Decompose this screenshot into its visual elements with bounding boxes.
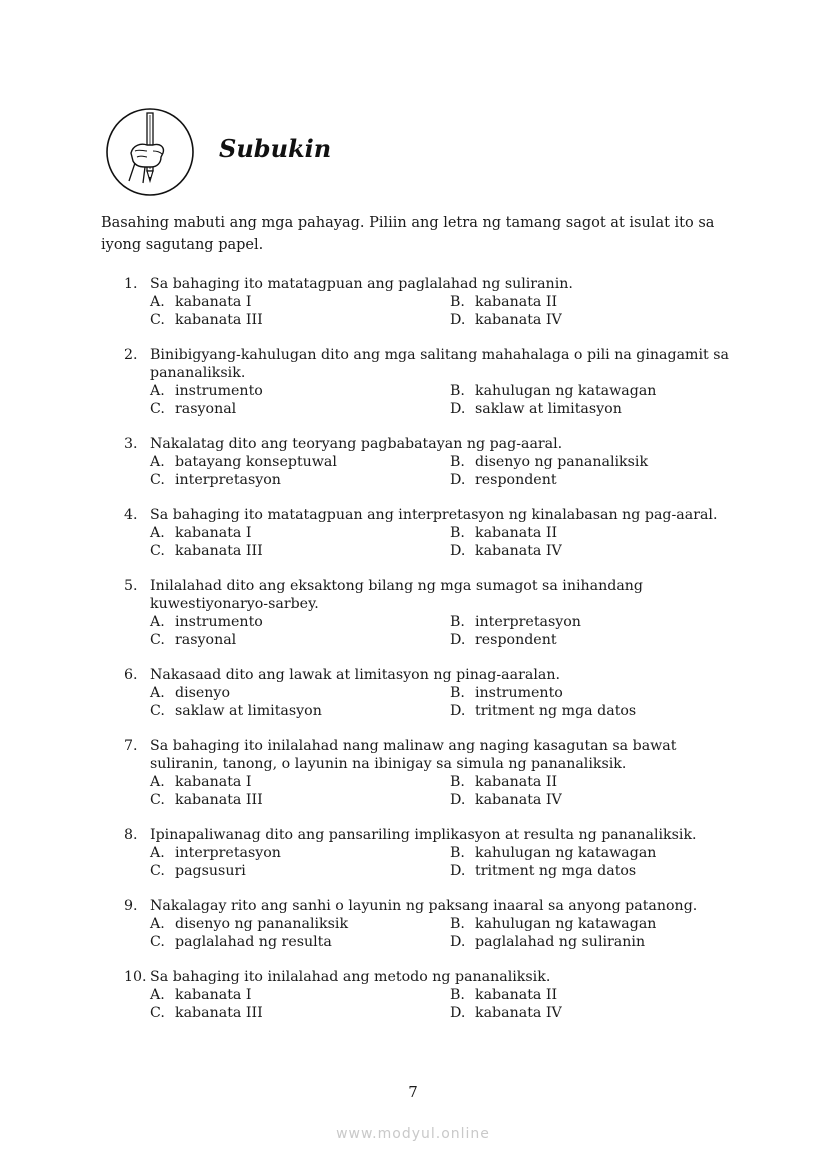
question-item [124,737,734,809]
question-list [124,275,734,1039]
choice-letter: C. [150,863,165,879]
choice-letter: A. [150,916,165,932]
choice-letter: C. [150,792,165,808]
choice-letter: C. [150,401,165,417]
choice-text: interpretasyon [475,614,581,630]
choice-letter: C. [150,312,165,328]
question-text: Binibigyang-kahulugan dito ang mga salitang mahahalaga o pili na ginagamit sa pananaliksik. [150,347,729,381]
choice-letter: B. [450,685,465,701]
choice-text: interpretasyon [175,472,281,488]
question-number: 3. [124,436,138,452]
choice-letter: A. [150,294,165,310]
question-item [124,435,734,489]
choice-text: rasyonal [175,632,237,648]
choice-letter: B. [450,294,465,310]
choice-text: disenyo [175,685,230,701]
choice-letter: C. [150,703,165,719]
choice-letter: A. [150,845,165,861]
choice-letter: A. [150,987,165,1003]
choice-letter: D. [450,312,466,328]
section-title: Subukin [219,134,332,163]
choice-text: saklaw at limitasyon [175,703,322,719]
choice-text: kabanata III [175,312,263,328]
choice-text: disenyo ng pananaliksik [175,916,349,932]
choice-text: kabanata III [175,792,263,808]
question-text: Ipinapaliwanag dito ang pansariling implikasyon at resulta ng pananaliksik. [150,827,697,843]
choice-letter: A. [150,774,165,790]
choice-text: kabanata IV [475,1005,562,1021]
choice-text: kabanata III [175,543,263,559]
choice-text: kabanata II [475,294,558,310]
question-item [124,826,734,880]
question-number: 8. [124,827,138,843]
choice-text: respondent [475,632,557,648]
question-item [124,275,734,329]
choice-letter: B. [450,525,465,541]
choice-letter: B. [450,383,465,399]
choice-text: kahulugan ng katawagan [475,845,657,861]
choice-text: kabanata IV [475,543,562,559]
choice-letter: A. [150,614,165,630]
question-item [124,577,734,649]
choice-text: kahulugan ng katawagan [475,916,657,932]
choice-letter: A. [150,525,165,541]
choice-letter: C. [150,934,165,950]
question-text: Inilalahad dito ang eksaktong bilang ng mga sumagot sa inihandang kuwestiyonaryo-sarbey. [150,578,644,612]
choice-letter: D. [450,632,466,648]
choice-letter: C. [150,1005,165,1021]
choice-text: interpretasyon [175,845,281,861]
question-number: 2. [124,347,138,363]
choice-text: kabanata II [475,774,558,790]
question-number: 7. [124,738,138,754]
choice-letter: B. [450,614,465,630]
choice-text: batayang konseptuwal [175,454,337,470]
watermark: www.modyul.online [336,1126,490,1142]
question-item [124,506,734,560]
choice-letter: C. [150,472,165,488]
question-number: 9. [124,898,138,914]
choice-letter: D. [450,703,466,719]
choice-text: kabanata I [175,525,252,541]
choice-text: saklaw at limitasyon [475,401,622,417]
choice-letter: D. [450,543,466,559]
choice-text: rasyonal [175,401,237,417]
choice-text: kabanata I [175,774,252,790]
choice-text: pagsusuri [175,863,246,879]
question-number: 1. [124,276,138,292]
instructions: Basahing mabuti ang mga pahayag. Piliin ang letra ng tamang sagot at isulat ito sa iyong sagutang papel. [101,215,715,253]
question-text: Nakalagay rito ang sanhi o layunin ng paksang inaaral sa anyong patanong. [150,898,698,914]
choice-letter: B. [450,774,465,790]
question-number: 5. [124,578,138,594]
choice-text: kabanata I [175,987,252,1003]
choice-text: tritment ng mga datos [475,703,637,719]
choice-text: kahulugan ng katawagan [475,383,657,399]
choice-letter: D. [450,472,466,488]
question-text: Sa bahaging ito matatagpuan ang interpretasyon ng kinalabasan ng pag-aaral. [150,507,718,523]
choice-letter: D. [450,792,466,808]
choice-letter: B. [450,987,465,1003]
choice-text: kabanata II [475,525,558,541]
choice-text: instrumento [475,685,563,701]
question-text: Sa bahaging ito inilalahad ang metodo ng pananaliksik. [150,969,551,985]
question-text: Nakasaad dito ang lawak at limitasyon ng pinag-aaralan. [150,667,560,683]
question-number: 10. [124,969,147,985]
question-text: Sa bahaging ito matatagpuan ang paglalahad ng suliranin. [150,276,573,292]
question-item [124,666,734,720]
question-text: Nakalatag dito ang teoryang pagbabatayan ng pag-aaral. [150,436,563,452]
question-item [124,968,734,1022]
choice-letter: A. [150,383,165,399]
choice-letter: C. [150,632,165,648]
choice-text: paglalahad ng resulta [175,934,332,950]
question-number: 4. [124,507,138,523]
choice-text: instrumento [175,383,263,399]
choice-text: tritment ng mga datos [475,863,637,879]
choice-letter: B. [450,845,465,861]
question-item [124,346,734,418]
choice-letter: A. [150,454,165,470]
choice-letter: D. [450,934,466,950]
question-number: 6. [124,667,138,683]
question-text: Sa bahaging ito inilalahad nang malinaw ang naging kasagutan sa bawat suliranin, tanong, o layunin na ibinigay sa simula ng pananaliksik. [150,738,677,772]
page-number: 7 [408,1083,418,1101]
choice-text: instrumento [175,614,263,630]
choice-text: disenyo ng pananaliksik [475,454,649,470]
choice-letter: B. [450,916,465,932]
choice-text: respondent [475,472,557,488]
choice-letter: D. [450,863,466,879]
question-item [124,897,734,951]
choice-letter: D. [450,401,466,417]
choice-text: kabanata IV [475,312,562,328]
choice-text: kabanata III [175,1005,263,1021]
choice-letter: B. [450,454,465,470]
choice-text: kabanata II [475,987,558,1003]
choice-letter: D. [450,1005,466,1021]
choice-text: kabanata I [175,294,252,310]
choice-text: kabanata IV [475,792,562,808]
choice-text: paglalahad ng suliranin [475,934,646,950]
choice-letter: A. [150,685,165,701]
pencil-hand-icon [105,107,195,197]
choice-letter: C. [150,543,165,559]
